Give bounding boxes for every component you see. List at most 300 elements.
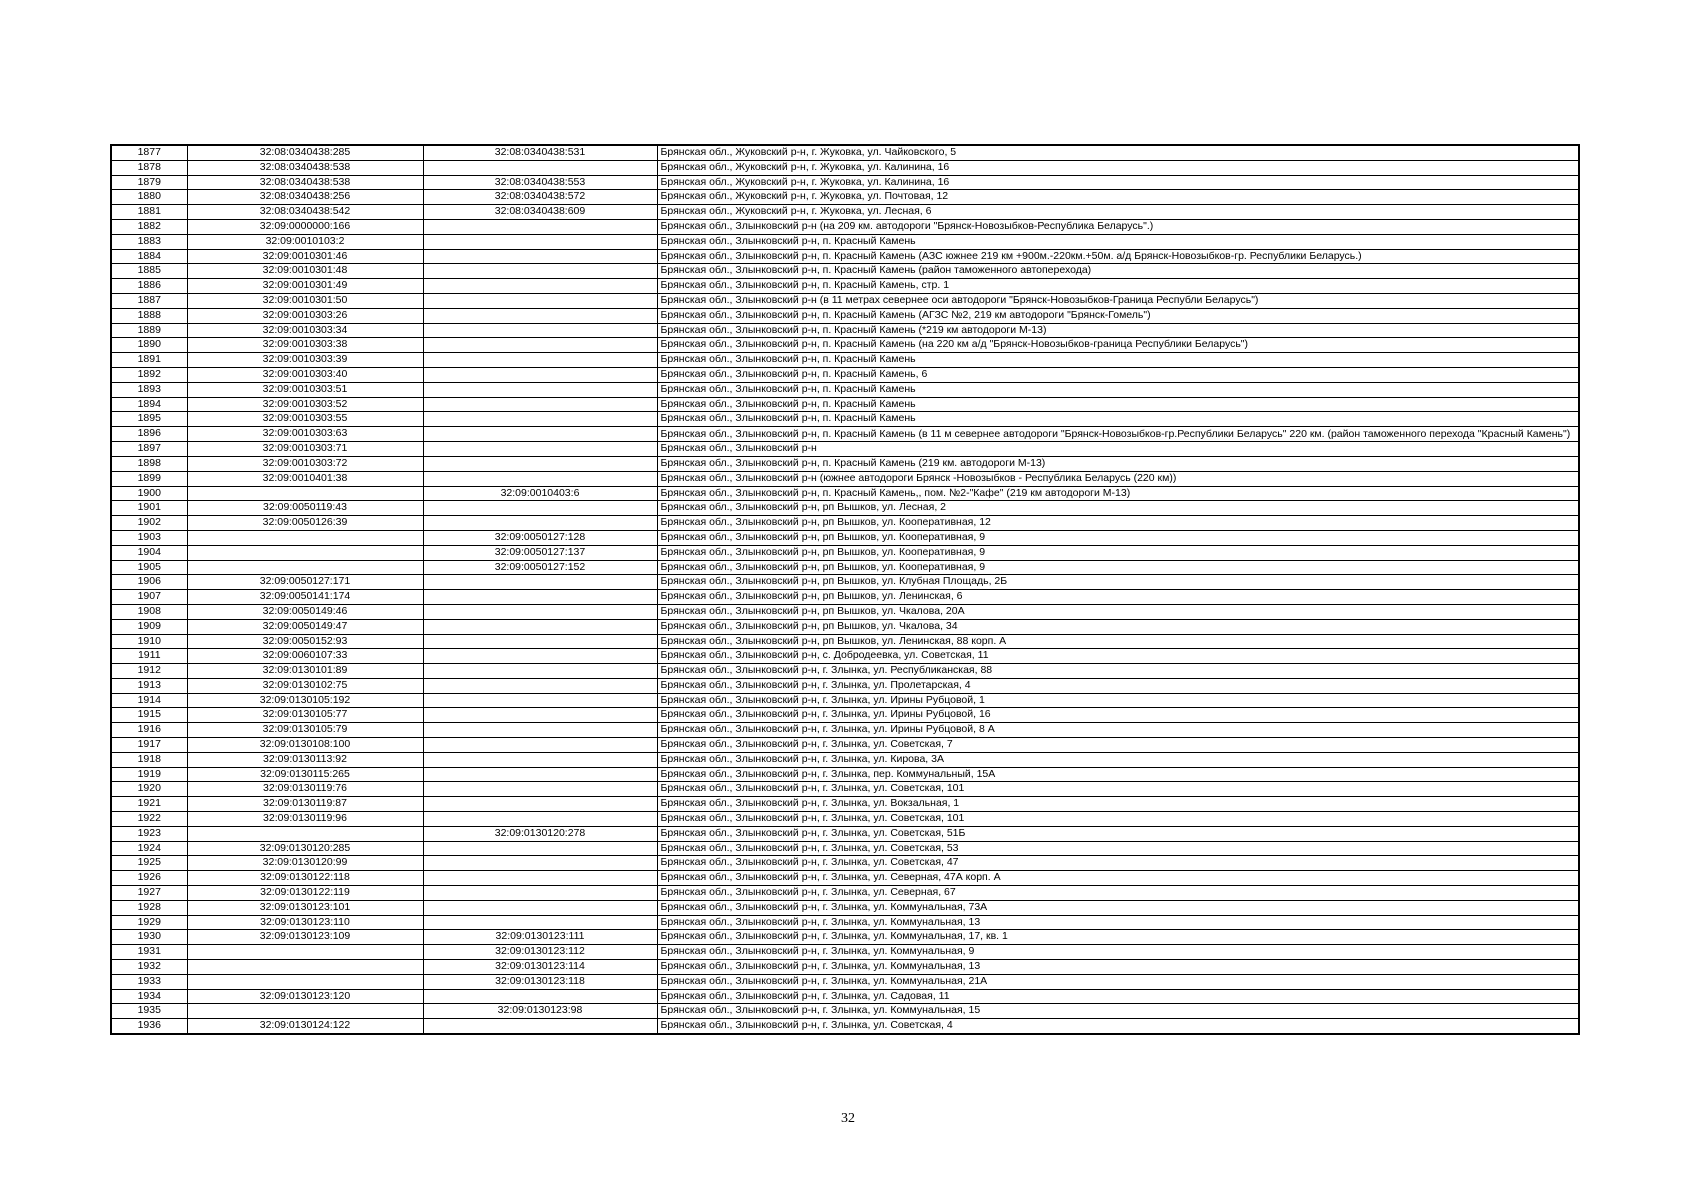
address-cell: Брянская обл., Злынковский р-н, г. Злынка, ул. Коммунальная, 15 [657, 1004, 1579, 1019]
address-cell: Брянская обл., Злынковский р-н, г. Злынка, ул. Коммунальная, 13 [657, 960, 1579, 975]
row-number-cell: 1911 [111, 649, 187, 664]
building-cadastral-number-cell: 32:08:0340438:609 [423, 205, 657, 220]
table-row [111, 856, 1579, 871]
land-cadastral-number-cell [187, 560, 423, 575]
land-cadastral-number-cell [187, 974, 423, 989]
row-number-cell: 1932 [111, 960, 187, 975]
address-cell: Брянская обл., Злынковский р-н, п. Красный Камень [657, 382, 1579, 397]
table-row [111, 960, 1579, 975]
land-cadastral-number-cell: 32:09:0130122:119 [187, 886, 423, 901]
building-cadastral-number-cell [423, 900, 657, 915]
row-number-cell: 1893 [111, 382, 187, 397]
address-cell: Брянская обл., Злынковский р-н, рп Вышков, ул. Кооперативная, 9 [657, 530, 1579, 545]
building-cadastral-number-cell [423, 767, 657, 782]
table-row [111, 442, 1579, 457]
building-cadastral-number-cell [423, 812, 657, 827]
row-number-cell: 1900 [111, 486, 187, 501]
page-number: 32 [841, 1111, 855, 1126]
table-row [111, 945, 1579, 960]
address-cell: Брянская обл., Злынковский р-н, г. Злынка, ул. Северная, 67 [657, 886, 1579, 901]
row-number-cell: 1882 [111, 219, 187, 234]
building-cadastral-number-cell [423, 989, 657, 1004]
building-cadastral-number-cell [423, 797, 657, 812]
land-cadastral-number-cell: 32:09:0010303:51 [187, 382, 423, 397]
row-number-cell: 1886 [111, 279, 187, 294]
table-row [111, 175, 1579, 190]
land-cadastral-number-cell: 32:09:0130113:92 [187, 752, 423, 767]
table-row [111, 264, 1579, 279]
row-number-cell: 1910 [111, 634, 187, 649]
building-cadastral-number-cell [423, 604, 657, 619]
building-cadastral-number-cell [423, 693, 657, 708]
row-number-cell: 1879 [111, 175, 187, 190]
building-cadastral-number-cell [423, 471, 657, 486]
building-cadastral-number-cell: 32:09:0050127:128 [423, 530, 657, 545]
land-cadastral-number-cell [187, 486, 423, 501]
land-cadastral-number-cell: 32:09:0130122:118 [187, 871, 423, 886]
table-row [111, 427, 1579, 442]
land-cadastral-number-cell: 32:09:0010303:34 [187, 323, 423, 338]
building-cadastral-number-cell [423, 871, 657, 886]
row-number-cell: 1917 [111, 738, 187, 753]
land-cadastral-number-cell: 32:09:0130105:79 [187, 723, 423, 738]
address-cell: Брянская обл., Злынковский р-н, п. Красный Камень (219 км. автодороги М-13) [657, 456, 1579, 471]
table-row [111, 160, 1579, 175]
building-cadastral-number-cell [423, 338, 657, 353]
row-number-cell: 1888 [111, 308, 187, 323]
building-cadastral-number-cell: 32:09:0050127:137 [423, 545, 657, 560]
table-row [111, 649, 1579, 664]
table-row [111, 249, 1579, 264]
row-number-cell: 1924 [111, 841, 187, 856]
address-cell: Брянская обл., Злынковский р-н, рп Вышков, ул. Кооперативная, 12 [657, 516, 1579, 531]
table-row [111, 367, 1579, 382]
building-cadastral-number-cell [423, 501, 657, 516]
table-row [111, 353, 1579, 368]
land-cadastral-number-cell: 32:09:0010303:26 [187, 308, 423, 323]
address-cell: Брянская обл., Злынковский р-н, г. Злынка, ул. Ирины Рубцовой, 16 [657, 708, 1579, 723]
building-cadastral-number-cell [423, 590, 657, 605]
row-number-cell: 1877 [111, 145, 187, 160]
building-cadastral-number-cell: 32:09:0130123:118 [423, 974, 657, 989]
address-cell: Брянская обл., Злынковский р-н, п. Красный Камень [657, 234, 1579, 249]
land-cadastral-number-cell: 32:09:0130123:120 [187, 989, 423, 1004]
address-cell: Брянская обл., Злынковский р-н, г. Злынка, пер. Коммунальный, 15А [657, 767, 1579, 782]
building-cadastral-number-cell [423, 323, 657, 338]
address-cell: Брянская обл., Злынковский р-н, рп Вышков, ул. Кооперативная, 9 [657, 545, 1579, 560]
address-cell: Брянская обл., Злынковский р-н, п. Красный Камень, стр. 1 [657, 279, 1579, 294]
land-cadastral-number-cell: 32:08:0340438:285 [187, 145, 423, 160]
address-cell: Брянская обл., Злынковский р-н, г. Злынка, ул. Садовая, 11 [657, 989, 1579, 1004]
address-cell: Брянская обл., Злынковский р-н, п. Красный Камень,, пом. №2-"Кафе" (219 км автодороги М-13) [657, 486, 1579, 501]
table-row [111, 1004, 1579, 1019]
land-cadastral-number-cell: 32:09:0130123:101 [187, 900, 423, 915]
building-cadastral-number-cell [423, 456, 657, 471]
row-number-cell: 1891 [111, 353, 187, 368]
building-cadastral-number-cell [423, 915, 657, 930]
row-number-cell: 1906 [111, 575, 187, 590]
row-number-cell: 1929 [111, 915, 187, 930]
address-cell: Брянская обл., Жуковский р-н, г. Жуковка, ул. Лесная, 6 [657, 205, 1579, 220]
row-number-cell: 1885 [111, 264, 187, 279]
address-cell: Брянская обл., Злынковский р-н (в 11 метрах севернее оси автодороги "Брянск-Новозыбков-Граница Республи Беларусь") [657, 293, 1579, 308]
address-cell: Брянская обл., Злынковский р-н, г. Злынка, ул. Советская, 4 [657, 1019, 1579, 1034]
land-cadastral-number-cell: 32:09:0130101:89 [187, 664, 423, 679]
row-number-cell: 1922 [111, 812, 187, 827]
land-cadastral-number-cell [187, 545, 423, 560]
row-number-cell: 1936 [111, 1019, 187, 1034]
table-row [111, 782, 1579, 797]
address-cell: Брянская обл., Злынковский р-н, п. Красный Камень [657, 412, 1579, 427]
address-cell: Брянская обл., Злынковский р-н, п. Красный Камень [657, 397, 1579, 412]
building-cadastral-number-cell [423, 308, 657, 323]
land-cadastral-number-cell: 32:09:0130123:109 [187, 930, 423, 945]
row-number-cell: 1904 [111, 545, 187, 560]
building-cadastral-number-cell: 32:09:0050127:152 [423, 560, 657, 575]
land-cadastral-number-cell: 32:09:0010303:38 [187, 338, 423, 353]
land-cadastral-number-cell: 32:09:0010303:39 [187, 353, 423, 368]
land-cadastral-number-cell: 32:09:0130120:285 [187, 841, 423, 856]
table-row [111, 190, 1579, 205]
land-cadastral-number-cell: 32:09:0010301:49 [187, 279, 423, 294]
building-cadastral-number-cell: 32:08:0340438:531 [423, 145, 657, 160]
table-row [111, 871, 1579, 886]
building-cadastral-number-cell [423, 708, 657, 723]
table-row [111, 812, 1579, 827]
table-row [111, 693, 1579, 708]
row-number-cell: 1890 [111, 338, 187, 353]
address-cell: Брянская обл., Жуковский р-н, г. Жуковка, ул. Почтовая, 12 [657, 190, 1579, 205]
row-number-cell: 1923 [111, 826, 187, 841]
building-cadastral-number-cell [423, 219, 657, 234]
land-cadastral-number-cell: 32:09:0130119:87 [187, 797, 423, 812]
row-number-cell: 1914 [111, 693, 187, 708]
row-number-cell: 1892 [111, 367, 187, 382]
building-cadastral-number-cell [423, 619, 657, 634]
address-cell: Брянская обл., Злынковский р-н, г. Злынка, ул. Коммунальная, 73А [657, 900, 1579, 915]
table-row [111, 575, 1579, 590]
address-cell: Брянская обл., Злынковский р-н, г. Злынка, ул. Советская, 47 [657, 856, 1579, 871]
table-row [111, 205, 1579, 220]
address-cell: Брянская обл., Злынковский р-н, рп Вышков, ул. Клубная Площадь, 2Б [657, 575, 1579, 590]
address-cell: Брянская обл., Злынковский р-н, г. Злынка, ул. Коммунальная, 13 [657, 915, 1579, 930]
address-cell: Брянская обл., Злынковский р-н, г. Злынка, ул. Советская, 51Б [657, 826, 1579, 841]
table-row [111, 752, 1579, 767]
table-row [111, 738, 1579, 753]
address-cell: Брянская обл., Жуковский р-н, г. Жуковка, ул. Калинина, 16 [657, 175, 1579, 190]
table-row [111, 397, 1579, 412]
row-number-cell: 1921 [111, 797, 187, 812]
building-cadastral-number-cell [423, 634, 657, 649]
row-number-cell: 1878 [111, 160, 187, 175]
land-cadastral-number-cell: 32:09:0010303:52 [187, 397, 423, 412]
address-cell: Брянская обл., Злынковский р-н, рп Вышков, ул. Чкалова, 34 [657, 619, 1579, 634]
row-number-cell: 1896 [111, 427, 187, 442]
building-cadastral-number-cell [423, 234, 657, 249]
address-cell: Брянская обл., Злынковский р-н, с. Добродеевка, ул. Советская, 11 [657, 649, 1579, 664]
land-cadastral-number-cell: 32:09:0000000:166 [187, 219, 423, 234]
row-number-cell: 1909 [111, 619, 187, 634]
building-cadastral-number-cell: 32:08:0340438:572 [423, 190, 657, 205]
address-cell: Брянская обл., Злынковский р-н, г. Злынка, ул. Коммунальная, 17, кв. 1 [657, 930, 1579, 945]
row-number-cell: 1895 [111, 412, 187, 427]
building-cadastral-number-cell: 32:09:0130123:111 [423, 930, 657, 945]
address-cell: Брянская обл., Злынковский р-н, г. Злынка, ул. Республиканская, 88 [657, 664, 1579, 679]
building-cadastral-number-cell [423, 293, 657, 308]
row-number-cell: 1931 [111, 945, 187, 960]
land-cadastral-number-cell: 32:09:0010303:71 [187, 442, 423, 457]
address-cell: Брянская обл., Злынковский р-н, г. Злынка, ул. Советская, 101 [657, 812, 1579, 827]
table-row [111, 471, 1579, 486]
land-cadastral-number-cell: 32:09:0130119:76 [187, 782, 423, 797]
row-number-cell: 1902 [111, 516, 187, 531]
building-cadastral-number-cell [423, 856, 657, 871]
address-cell: Брянская обл., Злынковский р-н, п. Красный Камень (район таможенного автоперехода) [657, 264, 1579, 279]
address-cell: Брянская обл., Злынковский р-н, г. Злынка, ул. Коммунальная, 9 [657, 945, 1579, 960]
row-number-cell: 1918 [111, 752, 187, 767]
land-cadastral-number-cell: 32:08:0340438:538 [187, 160, 423, 175]
table-row [111, 382, 1579, 397]
table-row [111, 930, 1579, 945]
table-row [111, 797, 1579, 812]
table-row [111, 308, 1579, 323]
land-cadastral-number-cell: 32:08:0340438:538 [187, 175, 423, 190]
table-row [111, 560, 1579, 575]
building-cadastral-number-cell [423, 678, 657, 693]
table-row [111, 293, 1579, 308]
row-number-cell: 1913 [111, 678, 187, 693]
address-cell: Брянская обл., Злынковский р-н, рп Вышков, ул. Ленинская, 6 [657, 590, 1579, 605]
building-cadastral-number-cell [423, 367, 657, 382]
address-cell: Брянская обл., Злынковский р-н, п. Красный Камень, 6 [657, 367, 1579, 382]
row-number-cell: 1934 [111, 989, 187, 1004]
address-cell: Брянская обл., Злынковский р-н, п. Красный Камень (*219 км автодороги М-13) [657, 323, 1579, 338]
row-number-cell: 1927 [111, 886, 187, 901]
land-cadastral-number-cell: 32:09:0060107:33 [187, 649, 423, 664]
row-number-cell: 1933 [111, 974, 187, 989]
address-cell: Брянская обл., Злынковский р-н, г. Злынка, ул. Ирины Рубцовой, 8 А [657, 723, 1579, 738]
land-cadastral-number-cell: 32:09:0130123:110 [187, 915, 423, 930]
table-row [111, 900, 1579, 915]
building-cadastral-number-cell [423, 412, 657, 427]
row-number-cell: 1899 [111, 471, 187, 486]
row-number-cell: 1884 [111, 249, 187, 264]
land-cadastral-number-cell: 32:09:0010303:72 [187, 456, 423, 471]
land-cadastral-number-cell [187, 1004, 423, 1019]
building-cadastral-number-cell [423, 397, 657, 412]
building-cadastral-number-cell [423, 264, 657, 279]
building-cadastral-number-cell [423, 841, 657, 856]
land-cadastral-number-cell: 32:09:0130115:265 [187, 767, 423, 782]
land-cadastral-number-cell: 32:09:0050127:171 [187, 575, 423, 590]
address-cell: Брянская обл., Злынковский р-н, рп Вышков, ул. Кооперативная, 9 [657, 560, 1579, 575]
row-number-cell: 1883 [111, 234, 187, 249]
table-row [111, 974, 1579, 989]
land-cadastral-number-cell: 32:08:0340438:256 [187, 190, 423, 205]
land-cadastral-number-cell: 32:09:0010301:50 [187, 293, 423, 308]
row-number-cell: 1930 [111, 930, 187, 945]
row-number-cell: 1925 [111, 856, 187, 871]
row-number-cell: 1935 [111, 1004, 187, 1019]
address-cell: Брянская обл., Злынковский р-н, п. Красный Камень (АГЗС №2, 219 км автодороги "Брянск-Гомель") [657, 308, 1579, 323]
building-cadastral-number-cell: 32:09:0130123:112 [423, 945, 657, 960]
row-number-cell: 1901 [111, 501, 187, 516]
address-cell: Брянская обл., Жуковский р-н, г. Жуковка, ул. Калинина, 16 [657, 160, 1579, 175]
row-number-cell: 1905 [111, 560, 187, 575]
address-cell: Брянская обл., Злынковский р-н, г. Злынка, ул. Пролетарская, 4 [657, 678, 1579, 693]
land-cadastral-number-cell: 32:09:0050152:93 [187, 634, 423, 649]
address-cell: Брянская обл., Злынковский р-н, рп Вышков, ул. Чкалова, 20А [657, 604, 1579, 619]
building-cadastral-number-cell [423, 782, 657, 797]
table-row [111, 604, 1579, 619]
table-row [111, 338, 1579, 353]
address-cell: Брянская обл., Злынковский р-н, рп Вышков, ул. Лесная, 2 [657, 501, 1579, 516]
table-row [111, 234, 1579, 249]
land-cadastral-number-cell: 32:09:0050119:43 [187, 501, 423, 516]
address-cell: Брянская обл., Злынковский р-н, г. Злынка, ул. Коммунальная, 21А [657, 974, 1579, 989]
address-cell: Брянская обл., Злынковский р-н, г. Злынка, ул. Советская, 53 [657, 841, 1579, 856]
table-row [111, 516, 1579, 531]
building-cadastral-number-cell: 32:09:0130123:114 [423, 960, 657, 975]
address-cell: Брянская обл., Злынковский р-н (южнее автодороги Брянск -Новозыбков - Республика Беларусь (220 км)) [657, 471, 1579, 486]
land-cadastral-number-cell: 32:09:0050149:47 [187, 619, 423, 634]
building-cadastral-number-cell [423, 1019, 657, 1034]
table-row [111, 323, 1579, 338]
table-row [111, 619, 1579, 634]
land-cadastral-number-cell: 32:09:0130105:77 [187, 708, 423, 723]
address-cell: Брянская обл., Злынковский р-н, г. Злынка, ул. Вокзальная, 1 [657, 797, 1579, 812]
building-cadastral-number-cell [423, 649, 657, 664]
table-row [111, 915, 1579, 930]
table-row [111, 279, 1579, 294]
table-row [111, 678, 1579, 693]
land-cadastral-number-cell [187, 960, 423, 975]
table-row [111, 723, 1579, 738]
land-cadastral-number-cell: 32:09:0130124:122 [187, 1019, 423, 1034]
address-cell: Брянская обл., Жуковский р-н, г. Жуковка, ул. Чайковского, 5 [657, 145, 1579, 160]
building-cadastral-number-cell: 32:08:0340438:553 [423, 175, 657, 190]
land-cadastral-number-cell [187, 945, 423, 960]
land-cadastral-number-cell: 32:09:0010303:40 [187, 367, 423, 382]
land-cadastral-number-cell: 32:09:0010301:48 [187, 264, 423, 279]
building-cadastral-number-cell [423, 752, 657, 767]
building-cadastral-number-cell [423, 279, 657, 294]
table-row [111, 412, 1579, 427]
table-row [111, 590, 1579, 605]
table-row [111, 886, 1579, 901]
land-cadastral-number-cell: 32:09:0130102:75 [187, 678, 423, 693]
row-number-cell: 1920 [111, 782, 187, 797]
row-number-cell: 1880 [111, 190, 187, 205]
table-row [111, 501, 1579, 516]
row-number-cell: 1919 [111, 767, 187, 782]
row-number-cell: 1908 [111, 604, 187, 619]
land-cadastral-number-cell [187, 530, 423, 545]
land-cadastral-number-cell: 32:09:0130120:99 [187, 856, 423, 871]
row-number-cell: 1881 [111, 205, 187, 220]
table-row [111, 826, 1579, 841]
table-row [111, 708, 1579, 723]
registry-table [110, 144, 1580, 1035]
address-cell: Брянская обл., Злынковский р-н, рп Вышков, ул. Ленинская, 88 корп. А [657, 634, 1579, 649]
row-number-cell: 1898 [111, 456, 187, 471]
building-cadastral-number-cell [423, 249, 657, 264]
building-cadastral-number-cell [423, 886, 657, 901]
table-row [111, 989, 1579, 1004]
table-row [111, 767, 1579, 782]
row-number-cell: 1928 [111, 900, 187, 915]
building-cadastral-number-cell [423, 664, 657, 679]
land-cadastral-number-cell: 32:08:0340438:542 [187, 205, 423, 220]
table-row [111, 486, 1579, 501]
row-number-cell: 1907 [111, 590, 187, 605]
building-cadastral-number-cell [423, 723, 657, 738]
table-row [111, 219, 1579, 234]
land-cadastral-number-cell [187, 826, 423, 841]
land-cadastral-number-cell: 32:09:0010303:63 [187, 427, 423, 442]
table-row [111, 1019, 1579, 1034]
table-row [111, 545, 1579, 560]
address-cell: Брянская обл., Злынковский р-н, г. Злынка, ул. Ирины Рубцовой, 1 [657, 693, 1579, 708]
land-cadastral-number-cell: 32:09:0130108:100 [187, 738, 423, 753]
land-cadastral-number-cell: 32:09:0130105:192 [187, 693, 423, 708]
building-cadastral-number-cell: 32:09:0130120:278 [423, 826, 657, 841]
building-cadastral-number-cell [423, 738, 657, 753]
row-number-cell: 1897 [111, 442, 187, 457]
row-number-cell: 1894 [111, 397, 187, 412]
row-number-cell: 1915 [111, 708, 187, 723]
land-cadastral-number-cell: 32:09:0010303:55 [187, 412, 423, 427]
land-cadastral-number-cell: 32:09:0010103:2 [187, 234, 423, 249]
building-cadastral-number-cell [423, 575, 657, 590]
table-row [111, 634, 1579, 649]
address-cell: Брянская обл., Злынковский р-н (на 209 км. автодороги "Брянск-Новозыбков-Республика Беларусь".) [657, 219, 1579, 234]
building-cadastral-number-cell: 32:09:0010403:6 [423, 486, 657, 501]
row-number-cell: 1887 [111, 293, 187, 308]
table-row [111, 664, 1579, 679]
land-cadastral-number-cell: 32:09:0050141:174 [187, 590, 423, 605]
row-number-cell: 1889 [111, 323, 187, 338]
address-cell: Брянская обл., Злынковский р-н, п. Красный Камень [657, 353, 1579, 368]
table-row [111, 456, 1579, 471]
row-number-cell: 1903 [111, 530, 187, 545]
address-cell: Брянская обл., Злынковский р-н, г. Злынка, ул. Северная, 47А корп. А [657, 871, 1579, 886]
building-cadastral-number-cell [423, 442, 657, 457]
table-row [111, 530, 1579, 545]
address-cell: Брянская обл., Злынковский р-н, п. Красный Камень (на 220 км а/д "Брянск-Новозыбков-граница Республики Беларусь") [657, 338, 1579, 353]
table-body [111, 145, 1579, 1034]
row-number-cell: 1926 [111, 871, 187, 886]
building-cadastral-number-cell [423, 516, 657, 531]
land-cadastral-number-cell: 32:09:0010301:46 [187, 249, 423, 264]
building-cadastral-number-cell [423, 427, 657, 442]
address-cell: Брянская обл., Злынковский р-н, г. Злынка, ул. Кирова, 3А [657, 752, 1579, 767]
address-cell: Брянская обл., Злынковский р-н, п. Красный Камень (в 11 м севернее автодороги "Брянск-Новозыбков-гр.Республики Беларусь" 220 км. (район таможенного перехода "Красный Камень") [657, 427, 1579, 442]
building-cadastral-number-cell: 32:09:0130123:98 [423, 1004, 657, 1019]
row-number-cell: 1912 [111, 664, 187, 679]
building-cadastral-number-cell [423, 160, 657, 175]
building-cadastral-number-cell [423, 353, 657, 368]
row-number-cell: 1916 [111, 723, 187, 738]
land-cadastral-number-cell: 32:09:0050149:46 [187, 604, 423, 619]
address-cell: Брянская обл., Злынковский р-н, г. Злынка, ул. Советская, 101 [657, 782, 1579, 797]
table-row [111, 145, 1579, 160]
land-cadastral-number-cell: 32:09:0130119:96 [187, 812, 423, 827]
land-cadastral-number-cell: 32:09:0050126:39 [187, 516, 423, 531]
land-cadastral-number-cell: 32:09:0010401:38 [187, 471, 423, 486]
address-cell: Брянская обл., Злынковский р-н, г. Злынка, ул. Советская, 7 [657, 738, 1579, 753]
building-cadastral-number-cell [423, 382, 657, 397]
